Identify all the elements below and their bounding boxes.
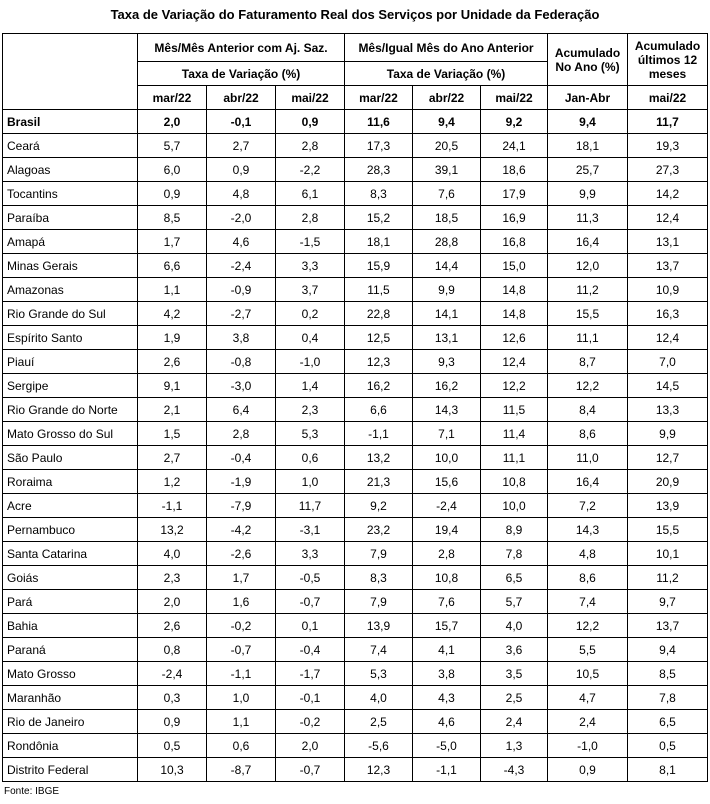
value-cell: -1,5	[276, 230, 345, 254]
value-cell: 28,8	[413, 230, 481, 254]
value-cell: 4,8	[548, 542, 628, 566]
value-cell: 22,8	[345, 302, 413, 326]
table-row	[3, 422, 708, 446]
value-cell: 2,0	[276, 734, 345, 758]
state-name: Piauí	[3, 350, 138, 374]
value-cell: -0,1	[276, 686, 345, 710]
value-cell: 8,3	[345, 566, 413, 590]
value-cell: 2,4	[481, 710, 548, 734]
value-cell: 8,3	[345, 182, 413, 206]
value-cell: 12,6	[481, 326, 548, 350]
value-cell: -0,4	[207, 446, 276, 470]
value-cell: 2,8	[276, 206, 345, 230]
value-cell: 8,5	[138, 206, 207, 230]
value-cell: 15,7	[413, 614, 481, 638]
value-cell: 9,3	[413, 350, 481, 374]
value-cell: 12,2	[481, 374, 548, 398]
value-cell: 13,2	[138, 518, 207, 542]
state-name: Pernambuco	[3, 518, 138, 542]
value-cell: 11,7	[276, 494, 345, 518]
value-cell: 9,2	[345, 494, 413, 518]
value-cell: -5,0	[413, 734, 481, 758]
state-name: Distrito Federal	[3, 758, 138, 782]
value-cell: -3,1	[276, 518, 345, 542]
state-name: Santa Catarina	[3, 542, 138, 566]
value-cell: 0,6	[207, 734, 276, 758]
value-cell: 13,1	[413, 326, 481, 350]
value-cell: 16,8	[481, 230, 548, 254]
value-cell: 3,8	[207, 326, 276, 350]
value-cell: 8,9	[481, 518, 548, 542]
value-cell: 12,3	[345, 758, 413, 782]
value-cell: -5,6	[345, 734, 413, 758]
value-cell: 2,8	[413, 542, 481, 566]
value-cell: 9,4	[413, 110, 481, 134]
value-cell: 10,9	[628, 278, 708, 302]
value-cell: 0,9	[276, 110, 345, 134]
value-cell: 10,8	[481, 470, 548, 494]
value-cell: 16,4	[548, 230, 628, 254]
value-cell: 14,1	[413, 302, 481, 326]
value-cell: 14,2	[628, 182, 708, 206]
value-cell: 7,6	[413, 590, 481, 614]
value-cell: 12,7	[628, 446, 708, 470]
value-cell: 11,2	[548, 278, 628, 302]
value-cell: -0,1	[207, 110, 276, 134]
value-cell: -0,2	[276, 710, 345, 734]
value-cell: 1,0	[207, 686, 276, 710]
table-row	[3, 158, 708, 182]
value-cell: 13,7	[628, 614, 708, 638]
value-cell: 20,5	[413, 134, 481, 158]
column-header: mar/22	[345, 86, 413, 110]
table-row	[3, 302, 708, 326]
value-cell: 3,5	[481, 662, 548, 686]
value-cell: 20,9	[628, 470, 708, 494]
column-header: abr/22	[413, 86, 481, 110]
value-cell: 4,0	[345, 686, 413, 710]
value-cell: -0,4	[276, 638, 345, 662]
table-row	[3, 734, 708, 758]
table-row	[3, 470, 708, 494]
value-cell: 4,0	[138, 542, 207, 566]
value-cell: 7,8	[628, 686, 708, 710]
value-cell: -2,4	[138, 662, 207, 686]
state-name: Amazonas	[3, 278, 138, 302]
value-cell: 4,6	[207, 230, 276, 254]
value-cell: 12,3	[345, 350, 413, 374]
value-cell: 0,2	[276, 302, 345, 326]
value-cell: 21,3	[345, 470, 413, 494]
table-row	[3, 398, 708, 422]
value-cell: 2,0	[138, 110, 207, 134]
corner-cell	[3, 34, 138, 110]
value-cell: 16,2	[345, 374, 413, 398]
value-cell: 2,8	[276, 134, 345, 158]
value-cell: 12,4	[481, 350, 548, 374]
value-cell: -1,0	[548, 734, 628, 758]
column-header: mai/22	[628, 86, 708, 110]
state-name: Rio Grande do Sul	[3, 302, 138, 326]
value-cell: 1,1	[138, 278, 207, 302]
value-cell: 15,9	[345, 254, 413, 278]
table-row	[3, 758, 708, 782]
value-cell: 3,3	[276, 542, 345, 566]
value-cell: 1,5	[138, 422, 207, 446]
state-name: Mato Grosso	[3, 662, 138, 686]
value-cell: -0,2	[207, 614, 276, 638]
value-cell: 4,2	[138, 302, 207, 326]
table-row	[3, 278, 708, 302]
value-cell: 12,4	[628, 326, 708, 350]
value-cell: 10,0	[481, 494, 548, 518]
value-cell: 39,1	[413, 158, 481, 182]
table-row	[3, 374, 708, 398]
value-cell: 7,8	[481, 542, 548, 566]
value-cell: 2,7	[138, 446, 207, 470]
state-name: Alagoas	[3, 158, 138, 182]
value-cell: 7,6	[413, 182, 481, 206]
value-cell: 6,4	[207, 398, 276, 422]
value-cell: -2,4	[207, 254, 276, 278]
header-sub-monthly: Taxa de Variação (%)	[138, 62, 345, 86]
value-cell: 24,1	[481, 134, 548, 158]
column-header: abr/22	[207, 86, 276, 110]
value-cell: 17,9	[481, 182, 548, 206]
table-row	[3, 710, 708, 734]
value-cell: 11,1	[481, 446, 548, 470]
value-cell: -8,7	[207, 758, 276, 782]
table-row	[3, 134, 708, 158]
state-name: Bahia	[3, 614, 138, 638]
value-cell: 9,4	[548, 110, 628, 134]
value-cell: -2,2	[276, 158, 345, 182]
value-cell: 18,1	[345, 230, 413, 254]
state-name: Maranhão	[3, 686, 138, 710]
value-cell: 1,3	[481, 734, 548, 758]
value-cell: 9,9	[628, 422, 708, 446]
value-cell: 5,7	[138, 134, 207, 158]
column-header: mar/22	[138, 86, 207, 110]
value-cell: 7,0	[628, 350, 708, 374]
value-cell: 8,4	[548, 398, 628, 422]
table-row	[3, 518, 708, 542]
column-header: Jan-Abr	[548, 86, 628, 110]
value-cell: 2,4	[548, 710, 628, 734]
state-name: Rio de Janeiro	[3, 710, 138, 734]
state-name: Ceará	[3, 134, 138, 158]
value-cell: 0,5	[138, 734, 207, 758]
table-row	[3, 662, 708, 686]
value-cell: -1,7	[276, 662, 345, 686]
value-cell: -1,0	[276, 350, 345, 374]
table-row	[3, 182, 708, 206]
value-cell: 2,6	[138, 350, 207, 374]
value-cell: 19,4	[413, 518, 481, 542]
value-cell: 13,7	[628, 254, 708, 278]
column-header: mai/22	[481, 86, 548, 110]
value-cell: 9,7	[628, 590, 708, 614]
value-cell: 15,2	[345, 206, 413, 230]
column-header: mai/22	[276, 86, 345, 110]
value-cell: -1,1	[207, 662, 276, 686]
data-table	[2, 33, 708, 782]
header-sub-yearly: Taxa de Variação (%)	[345, 62, 548, 86]
value-cell: -1,1	[413, 758, 481, 782]
value-cell: 18,5	[413, 206, 481, 230]
value-cell: 6,0	[138, 158, 207, 182]
value-cell: -1,9	[207, 470, 276, 494]
value-cell: 12,5	[345, 326, 413, 350]
value-cell: 2,6	[138, 614, 207, 638]
state-name: Pará	[3, 590, 138, 614]
value-cell: 0,1	[276, 614, 345, 638]
value-cell: 4,1	[413, 638, 481, 662]
value-cell: -7,9	[207, 494, 276, 518]
value-cell: -2,0	[207, 206, 276, 230]
table-row	[3, 542, 708, 566]
value-cell: 1,7	[207, 566, 276, 590]
state-name: Goiás	[3, 566, 138, 590]
value-cell: 7,2	[548, 494, 628, 518]
value-cell: 11,3	[548, 206, 628, 230]
value-cell: 4,3	[413, 686, 481, 710]
value-cell: 0,3	[138, 686, 207, 710]
value-cell: -1,1	[138, 494, 207, 518]
value-cell: -0,7	[207, 638, 276, 662]
value-cell: 4,6	[413, 710, 481, 734]
state-name: Brasil	[3, 110, 138, 134]
table-row	[3, 350, 708, 374]
value-cell: -0,7	[276, 758, 345, 782]
table-row	[3, 230, 708, 254]
value-cell: 2,3	[276, 398, 345, 422]
value-cell: 1,2	[138, 470, 207, 494]
value-cell: 0,9	[207, 158, 276, 182]
state-name: Rondônia	[3, 734, 138, 758]
value-cell: 13,9	[628, 494, 708, 518]
table-row	[3, 566, 708, 590]
value-cell: 8,5	[628, 662, 708, 686]
state-name: Acre	[3, 494, 138, 518]
value-cell: -0,8	[207, 350, 276, 374]
value-cell: 12,2	[548, 374, 628, 398]
value-cell: 13,1	[628, 230, 708, 254]
value-cell: 0,8	[138, 638, 207, 662]
value-cell: 14,8	[481, 278, 548, 302]
value-cell: 4,8	[207, 182, 276, 206]
table-title: Taxa de Variação do Faturamento Real dos Serviços por Unidade da Federação	[110, 7, 600, 22]
value-cell: 0,9	[138, 182, 207, 206]
value-cell: 5,3	[345, 662, 413, 686]
header-group-monthly: Mês/Mês Anterior com Aj. Saz.	[138, 34, 345, 62]
value-cell: 11,7	[628, 110, 708, 134]
value-cell: 8,1	[628, 758, 708, 782]
value-cell: 5,5	[548, 638, 628, 662]
value-cell: 10,5	[548, 662, 628, 686]
value-cell: 14,3	[413, 398, 481, 422]
value-cell: 0,9	[548, 758, 628, 782]
value-cell: 7,1	[413, 422, 481, 446]
value-cell: 9,9	[548, 182, 628, 206]
value-cell: 7,9	[345, 542, 413, 566]
value-cell: 5,7	[481, 590, 548, 614]
value-cell: 8,7	[548, 350, 628, 374]
value-cell: 19,3	[628, 134, 708, 158]
state-name: Mato Grosso do Sul	[3, 422, 138, 446]
value-cell: 28,3	[345, 158, 413, 182]
value-cell: 5,3	[276, 422, 345, 446]
value-cell: 6,6	[138, 254, 207, 278]
state-name: Sergipe	[3, 374, 138, 398]
value-cell: 23,2	[345, 518, 413, 542]
value-cell: 15,6	[413, 470, 481, 494]
value-cell: -3,0	[207, 374, 276, 398]
value-cell: 2,7	[207, 134, 276, 158]
value-cell: 10,1	[628, 542, 708, 566]
state-name: Paraná	[3, 638, 138, 662]
table-row	[3, 254, 708, 278]
value-cell: 25,7	[548, 158, 628, 182]
value-cell: 0,9	[138, 710, 207, 734]
value-cell: 2,0	[138, 590, 207, 614]
value-cell: 11,1	[548, 326, 628, 350]
value-cell: 2,5	[345, 710, 413, 734]
state-name: Minas Gerais	[3, 254, 138, 278]
value-cell: 9,2	[481, 110, 548, 134]
value-cell: 14,8	[481, 302, 548, 326]
value-cell: -4,3	[481, 758, 548, 782]
value-cell: -4,2	[207, 518, 276, 542]
header-group-yearly: Mês/Igual Mês do Ano Anterior	[345, 34, 548, 62]
value-cell: 9,9	[413, 278, 481, 302]
value-cell: 0,6	[276, 446, 345, 470]
value-cell: 11,5	[345, 278, 413, 302]
value-cell: 6,6	[345, 398, 413, 422]
value-cell: 18,6	[481, 158, 548, 182]
table-row	[3, 614, 708, 638]
state-name: Espírito Santo	[3, 326, 138, 350]
state-name: São Paulo	[3, 446, 138, 470]
value-cell: 13,3	[628, 398, 708, 422]
value-cell: -0,9	[207, 278, 276, 302]
state-name: Paraíba	[3, 206, 138, 230]
state-name: Roraima	[3, 470, 138, 494]
value-cell: 16,2	[413, 374, 481, 398]
value-cell: 13,2	[345, 446, 413, 470]
value-cell: 0,4	[276, 326, 345, 350]
value-cell: 1,7	[138, 230, 207, 254]
value-cell: 11,0	[548, 446, 628, 470]
table-row	[3, 494, 708, 518]
value-cell: 16,4	[548, 470, 628, 494]
value-cell: 1,6	[207, 590, 276, 614]
value-cell: 11,2	[628, 566, 708, 590]
value-cell: 10,8	[413, 566, 481, 590]
table-row	[3, 206, 708, 230]
value-cell: 11,5	[481, 398, 548, 422]
table-row	[3, 446, 708, 470]
header-accum-year: Acumulado No Ano (%)	[548, 34, 628, 86]
table-row	[3, 326, 708, 350]
value-cell: 2,8	[207, 422, 276, 446]
value-cell: 2,5	[481, 686, 548, 710]
value-cell: 14,4	[413, 254, 481, 278]
value-cell: 4,7	[548, 686, 628, 710]
value-cell: 4,0	[481, 614, 548, 638]
value-cell: 8,6	[548, 422, 628, 446]
value-cell: -0,7	[276, 590, 345, 614]
value-cell: 16,9	[481, 206, 548, 230]
value-cell: 12,0	[548, 254, 628, 278]
value-cell: 1,0	[276, 470, 345, 494]
value-cell: 3,8	[413, 662, 481, 686]
value-cell: 2,1	[138, 398, 207, 422]
value-cell: 11,4	[481, 422, 548, 446]
value-cell: 13,9	[345, 614, 413, 638]
value-cell: 1,1	[207, 710, 276, 734]
value-cell: 3,3	[276, 254, 345, 278]
table-row	[3, 686, 708, 710]
value-cell: 7,9	[345, 590, 413, 614]
value-cell: 8,6	[548, 566, 628, 590]
value-cell: 9,1	[138, 374, 207, 398]
value-cell: -2,4	[413, 494, 481, 518]
value-cell: -2,7	[207, 302, 276, 326]
header-accum-12m: Acumulado últimos 12 meses	[628, 34, 708, 86]
value-cell: 7,4	[345, 638, 413, 662]
value-cell: 11,6	[345, 110, 413, 134]
value-cell: 6,1	[276, 182, 345, 206]
value-cell: 15,0	[481, 254, 548, 278]
state-name: Tocantins	[3, 182, 138, 206]
value-cell: 27,3	[628, 158, 708, 182]
value-cell: 3,7	[276, 278, 345, 302]
value-cell: 0,5	[628, 734, 708, 758]
value-cell: 18,1	[548, 134, 628, 158]
value-cell: 10,3	[138, 758, 207, 782]
value-cell: -1,1	[345, 422, 413, 446]
value-cell: 7,4	[548, 590, 628, 614]
value-cell: 1,4	[276, 374, 345, 398]
table-row	[3, 110, 708, 134]
state-name: Rio Grande do Norte	[3, 398, 138, 422]
table-row	[3, 590, 708, 614]
value-cell: 15,5	[628, 518, 708, 542]
value-cell: 2,3	[138, 566, 207, 590]
value-cell: 15,5	[548, 302, 628, 326]
value-cell: 17,3	[345, 134, 413, 158]
value-cell: 6,5	[481, 566, 548, 590]
value-cell: 9,4	[628, 638, 708, 662]
value-cell: 1,9	[138, 326, 207, 350]
value-cell: -0,5	[276, 566, 345, 590]
value-cell: 3,6	[481, 638, 548, 662]
value-cell: 14,3	[548, 518, 628, 542]
value-cell: 6,5	[628, 710, 708, 734]
value-cell: 14,5	[628, 374, 708, 398]
value-cell: -2,6	[207, 542, 276, 566]
value-cell: 16,3	[628, 302, 708, 326]
state-name: Amapá	[3, 230, 138, 254]
source-note: Fonte: IBGE	[4, 786, 60, 797]
value-cell: 12,2	[548, 614, 628, 638]
value-cell: 12,4	[628, 206, 708, 230]
value-cell: 10,0	[413, 446, 481, 470]
table-row	[3, 638, 708, 662]
